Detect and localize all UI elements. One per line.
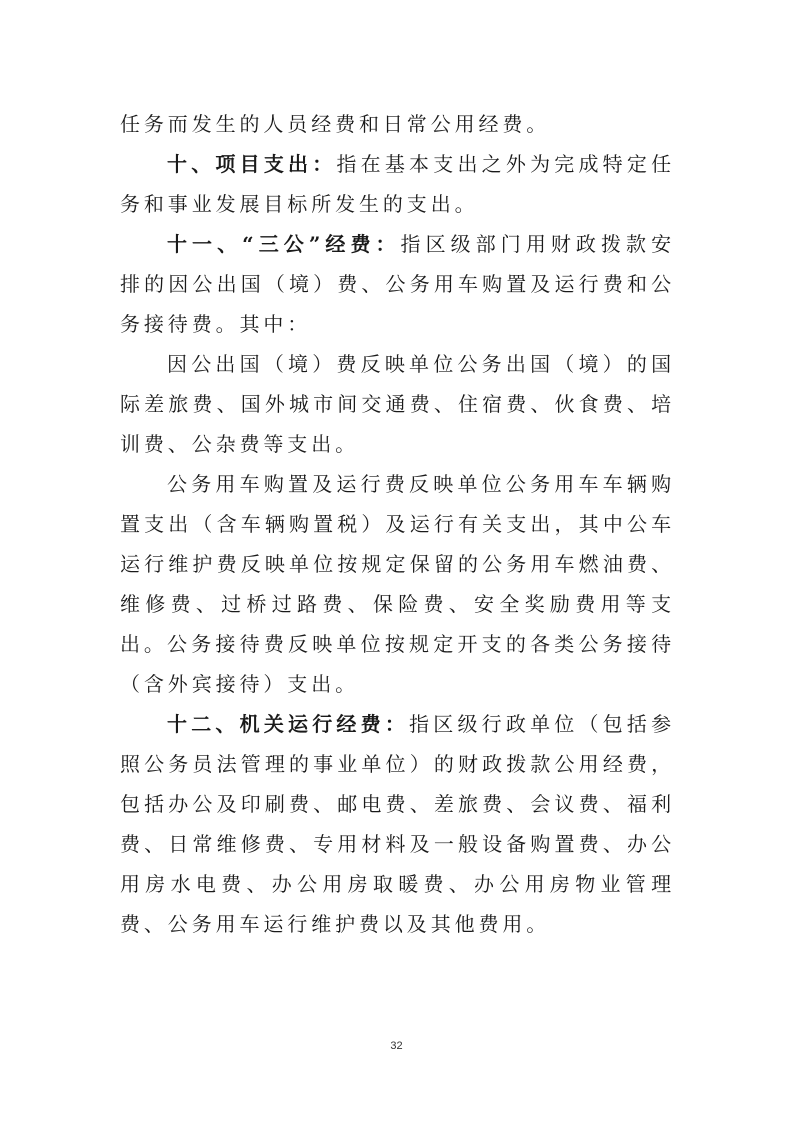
paragraph-text: 公务接待费反映单位按规定开支的各类公务接待（含外宾接待）支出。	[120, 632, 675, 696]
paragraph-continuation	[120, 104, 675, 144]
paragraph-overseas-travel	[120, 344, 675, 464]
paragraph-text: 指区级行政单位（包括参照公务员法管理的事业单位）的财政拨款公用经费，包括办公及印刷费、邮电费、差旅费、会议费、福利费、日常维修费、专用材料及一般设备购置费、办公用房水电费、办公用房取暖费、办公用房物业管理费、公务用车运行维护费以及其他费用。	[120, 712, 675, 936]
term-heading: 十二、机关运行经费：	[167, 712, 410, 736]
paragraph-text: 指在基本支出之外为完成特定任务和事业发展目标所发生的支出。	[120, 152, 675, 216]
paragraph-three-public-funds	[120, 224, 675, 344]
paragraph-text: 任务而发生的人员经费和日常公用经费。	[120, 112, 551, 136]
paragraph-text: 公务用车购置及运行费反映单位公务用车车辆购置支出（含车辆购置税）及运行有关支出，其中公车运行维护费反映单位按规定保留的公务用车燃油费、维修费、过桥过路费、保险费、安全奖励费用等支出。	[120, 472, 675, 656]
paragraph-text: 指区级部门用财政拨款安排的因公出国（境）费、公务用车购置及运行费和公务接待费。其中：	[120, 232, 675, 336]
term-heading: 十一、“三公”经费：	[167, 232, 401, 256]
paragraph-official-reception	[120, 624, 675, 704]
page-number: 32	[390, 1040, 403, 1052]
paragraph-operating-expenses	[120, 704, 675, 944]
paragraph-project-expenditure	[120, 144, 675, 224]
term-heading: 十、项目支出：	[167, 152, 337, 176]
paragraph-text: 因公出国（境）费反映单位公务出国（境）的国际差旅费、国外城市间交通费、住宿费、伙食费、培训费、公杂费等支出。	[120, 352, 675, 456]
